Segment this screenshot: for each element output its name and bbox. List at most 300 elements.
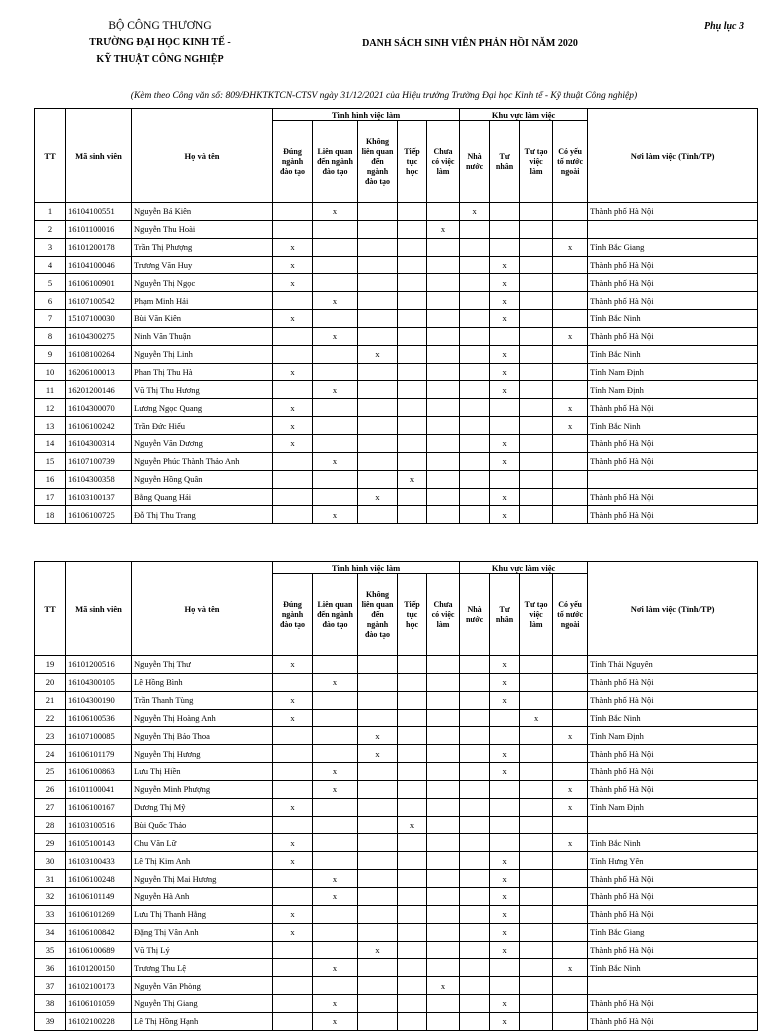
mark-cell <box>553 656 588 674</box>
mark-cell: x <box>398 816 427 834</box>
mark-cell <box>273 780 313 798</box>
mark-cell <box>553 816 588 834</box>
mark-cell: x <box>313 452 358 470</box>
student-id: 16101100016 <box>66 220 132 238</box>
mark-cell: x <box>398 470 427 488</box>
student-id: 16201200146 <box>66 381 132 399</box>
student-name: Lưu Thị Hiền <box>132 763 273 781</box>
row-number: 21 <box>35 691 66 709</box>
mark-cell <box>490 780 520 798</box>
mark-cell <box>427 203 460 221</box>
workplace: Thành phố Hà Nội <box>588 203 758 221</box>
workplace <box>588 977 758 995</box>
row-number: 23 <box>35 727 66 745</box>
col-header-right-field: Đúng ngành đào tạo <box>273 121 313 203</box>
mark-cell <box>427 995 460 1013</box>
table-row <box>35 780 758 798</box>
student-id: 16102100173 <box>66 977 132 995</box>
mark-cell <box>358 452 398 470</box>
mark-cell: x <box>490 274 520 292</box>
mark-cell <box>273 887 313 905</box>
mark-cell <box>490 959 520 977</box>
mark-cell <box>398 417 427 435</box>
mark-cell <box>427 941 460 959</box>
mark-cell: x <box>273 363 313 381</box>
table-row <box>35 417 758 435</box>
mark-cell <box>553 452 588 470</box>
mark-cell <box>398 434 427 452</box>
mark-cell: x <box>358 345 398 363</box>
workplace: Thành phố Hà Nội <box>588 1012 758 1030</box>
mark-cell <box>273 959 313 977</box>
student-id: 16101200178 <box>66 238 132 256</box>
mark-cell: x <box>553 780 588 798</box>
workplace: Thành phố Hà Nội <box>588 905 758 923</box>
mark-cell <box>520 745 553 763</box>
mark-cell <box>313 745 358 763</box>
ministry-name: BỘ CÔNG THƯƠNG <box>108 20 212 32</box>
mark-cell <box>358 977 398 995</box>
mark-cell <box>398 727 427 745</box>
row-number: 10 <box>35 363 66 381</box>
mark-cell <box>313 274 358 292</box>
mark-cell <box>460 816 490 834</box>
mark-cell <box>460 959 490 977</box>
mark-cell <box>427 709 460 727</box>
student-id: 16101200150 <box>66 959 132 977</box>
mark-cell: x <box>490 905 520 923</box>
mark-cell <box>553 506 588 524</box>
student-id: 16106100242 <box>66 417 132 435</box>
mark-cell <box>427 363 460 381</box>
student-name: Ninh Văn Thuận <box>132 327 273 345</box>
mark-cell <box>490 834 520 852</box>
mark-cell <box>520 363 553 381</box>
table-row <box>35 816 758 834</box>
mark-cell <box>520 488 553 506</box>
mark-cell <box>553 673 588 691</box>
mark-cell <box>358 709 398 727</box>
mark-cell <box>553 488 588 506</box>
row-number: 28 <box>35 816 66 834</box>
mark-cell <box>358 292 398 310</box>
student-name: Nguyễn Thu Hoài <box>132 220 273 238</box>
student-id: 16106101059 <box>66 995 132 1013</box>
mark-cell <box>553 292 588 310</box>
mark-cell: x <box>490 656 520 674</box>
workplace: Tỉnh Nam Định <box>588 798 758 816</box>
row-number: 11 <box>35 381 66 399</box>
mark-cell <box>490 798 520 816</box>
workplace: Thành phố Hà Nội <box>588 763 758 781</box>
mark-cell <box>553 345 588 363</box>
row-number: 17 <box>35 488 66 506</box>
mark-cell <box>460 238 490 256</box>
mark-cell <box>358 256 398 274</box>
mark-cell <box>358 780 398 798</box>
mark-cell <box>358 203 398 221</box>
row-number: 3 <box>35 238 66 256</box>
row-number: 27 <box>35 798 66 816</box>
workplace <box>588 470 758 488</box>
table-row <box>35 727 758 745</box>
mark-cell: x <box>490 673 520 691</box>
workplace: Thành phố Hà Nội <box>588 292 758 310</box>
mark-cell: x <box>553 834 588 852</box>
mark-cell <box>427 673 460 691</box>
student-name: Đỗ Thị Thu Trang <box>132 506 273 524</box>
row-number: 15 <box>35 452 66 470</box>
mark-cell <box>358 434 398 452</box>
table-row <box>35 506 758 524</box>
mark-cell <box>553 691 588 709</box>
mark-cell <box>427 238 460 256</box>
mark-cell: x <box>313 763 358 781</box>
row-number: 2 <box>35 220 66 238</box>
col-header-private: Tư nhân <box>490 574 520 656</box>
mark-cell: x <box>490 381 520 399</box>
col-header-state: Nhà nước <box>460 121 490 203</box>
mark-cell <box>460 691 490 709</box>
table-row <box>35 310 758 328</box>
mark-cell <box>520 959 553 977</box>
col-header-tt: TT <box>35 109 66 203</box>
student-id: 16104300070 <box>66 399 132 417</box>
col-header-right-field: Đúng ngành đào tạo <box>273 574 313 656</box>
student-name: Lê Thị Hồng Hạnh <box>132 1012 273 1030</box>
row-number: 37 <box>35 977 66 995</box>
mark-cell: x <box>313 959 358 977</box>
mark-cell <box>520 274 553 292</box>
mark-cell <box>460 763 490 781</box>
row-number: 18 <box>35 506 66 524</box>
mark-cell: x <box>273 274 313 292</box>
student-id: 16206100013 <box>66 363 132 381</box>
col-header-name: Họ và tên <box>132 562 273 656</box>
mark-cell: x <box>273 256 313 274</box>
mark-cell: x <box>490 941 520 959</box>
mark-cell <box>490 816 520 834</box>
mark-cell <box>460 1012 490 1030</box>
mark-cell <box>398 345 427 363</box>
mark-cell <box>273 292 313 310</box>
mark-cell: x <box>273 417 313 435</box>
mark-cell <box>553 220 588 238</box>
header-left <box>60 18 260 68</box>
mark-cell: x <box>460 203 490 221</box>
mark-cell <box>398 709 427 727</box>
student-name: Trần Đức Hiếu <box>132 417 273 435</box>
mark-cell <box>273 470 313 488</box>
mark-cell <box>313 852 358 870</box>
student-name: Dương Thị Mỹ <box>132 798 273 816</box>
mark-cell <box>313 977 358 995</box>
mark-cell <box>460 345 490 363</box>
mark-cell: x <box>490 1012 520 1030</box>
mark-cell: x <box>490 345 520 363</box>
col-header-unemployed: Chưa có việc làm <box>427 121 460 203</box>
mark-cell <box>427 381 460 399</box>
mark-cell <box>398 203 427 221</box>
mark-cell: x <box>427 977 460 995</box>
mark-cell: x <box>313 381 358 399</box>
student-id: 16103100433 <box>66 852 132 870</box>
row-number: 16 <box>35 470 66 488</box>
mark-cell <box>460 745 490 763</box>
mark-cell <box>520 203 553 221</box>
mark-cell <box>358 220 398 238</box>
mark-cell <box>460 310 490 328</box>
workplace: Tỉnh Bắc Giang <box>588 238 758 256</box>
table-row <box>35 470 758 488</box>
mark-cell <box>398 327 427 345</box>
table-row <box>35 763 758 781</box>
student-id: 16106100248 <box>66 870 132 888</box>
mark-cell <box>520 238 553 256</box>
mark-cell <box>358 417 398 435</box>
row-number: 4 <box>35 256 66 274</box>
mark-cell <box>460 870 490 888</box>
workplace: Thành phố Hà Nội <box>588 488 758 506</box>
mark-cell <box>520 887 553 905</box>
mark-cell <box>553 470 588 488</box>
mark-cell <box>358 995 398 1013</box>
student-name: Lương Ngọc Quang <box>132 399 273 417</box>
mark-cell <box>427 399 460 417</box>
table-row <box>35 381 758 399</box>
mark-cell: x <box>490 310 520 328</box>
mark-cell <box>553 995 588 1013</box>
student-id: 16104100046 <box>66 256 132 274</box>
mark-cell <box>460 470 490 488</box>
mark-cell <box>358 399 398 417</box>
mark-cell <box>398 274 427 292</box>
mark-cell <box>520 763 553 781</box>
mark-cell <box>460 417 490 435</box>
row-number: 29 <box>35 834 66 852</box>
mark-cell <box>313 256 358 274</box>
table-row <box>35 852 758 870</box>
mark-cell <box>460 506 490 524</box>
mark-cell <box>520 798 553 816</box>
student-name: Phạm Minh Hải <box>132 292 273 310</box>
mark-cell <box>273 506 313 524</box>
student-name: Nguyễn Minh Phượng <box>132 780 273 798</box>
mark-cell <box>520 417 553 435</box>
mark-cell <box>273 673 313 691</box>
mark-cell <box>490 709 520 727</box>
table-row <box>35 959 758 977</box>
mark-cell <box>358 959 398 977</box>
workplace: Tỉnh Bắc Ninh <box>588 834 758 852</box>
mark-cell <box>553 905 588 923</box>
mark-cell: x <box>313 995 358 1013</box>
mark-cell <box>520 381 553 399</box>
mark-cell <box>460 256 490 274</box>
mark-cell <box>520 452 553 470</box>
mark-cell <box>358 887 398 905</box>
table-row <box>35 905 758 923</box>
student-id: 16106101269 <box>66 905 132 923</box>
workplace: Thành phố Hà Nội <box>588 887 758 905</box>
mark-cell <box>313 417 358 435</box>
mark-cell <box>358 327 398 345</box>
mark-cell <box>460 292 490 310</box>
student-id: 16106100725 <box>66 506 132 524</box>
row-number: 38 <box>35 995 66 1013</box>
mark-cell <box>460 488 490 506</box>
student-name: Trần Thị Phượng <box>132 238 273 256</box>
mark-cell: x <box>490 452 520 470</box>
col-header-student-id: Mã sinh viên <box>66 109 132 203</box>
mark-cell <box>313 691 358 709</box>
mark-cell <box>553 763 588 781</box>
mark-cell <box>460 780 490 798</box>
mark-cell <box>398 780 427 798</box>
row-number: 12 <box>35 399 66 417</box>
mark-cell: x <box>358 488 398 506</box>
mark-cell: x <box>490 506 520 524</box>
mark-cell <box>358 274 398 292</box>
mark-cell: x <box>273 656 313 674</box>
student-name: Nguyễn Thị Hoàng Anh <box>132 709 273 727</box>
col-header-related-field: Liên quan đến ngành đào tạo <box>313 121 358 203</box>
mark-cell: x <box>490 763 520 781</box>
mark-cell <box>553 274 588 292</box>
mark-cell <box>553 434 588 452</box>
student-id: 16107100085 <box>66 727 132 745</box>
student-id: 16106101149 <box>66 887 132 905</box>
mark-cell <box>427 470 460 488</box>
mark-cell <box>313 310 358 328</box>
mark-cell <box>398 834 427 852</box>
row-number: 6 <box>35 292 66 310</box>
col-header-workplace: Nơi làm việc (Tỉnh/TP) <box>588 562 758 656</box>
mark-cell <box>427 905 460 923</box>
workplace: Thành phố Hà Nội <box>588 256 758 274</box>
workplace: Tỉnh Nam Định <box>588 363 758 381</box>
mark-cell: x <box>313 870 358 888</box>
mark-cell <box>427 763 460 781</box>
mark-cell <box>553 363 588 381</box>
student-name: Trương Thu Lệ <box>132 959 273 977</box>
mark-cell: x <box>490 923 520 941</box>
student-id: 16104300190 <box>66 691 132 709</box>
mark-cell <box>398 977 427 995</box>
student-id: 16104300314 <box>66 434 132 452</box>
mark-cell: x <box>490 292 520 310</box>
mark-cell <box>520 327 553 345</box>
mark-cell <box>490 417 520 435</box>
mark-cell <box>553 709 588 727</box>
mark-cell <box>358 470 398 488</box>
mark-cell <box>520 870 553 888</box>
mark-cell <box>398 852 427 870</box>
mark-cell <box>460 923 490 941</box>
mark-cell <box>427 506 460 524</box>
mark-cell <box>273 995 313 1013</box>
mark-cell <box>520 816 553 834</box>
mark-cell <box>460 363 490 381</box>
student-name: Lê Hồng Bình <box>132 673 273 691</box>
mark-cell <box>358 381 398 399</box>
workplace: Tỉnh Thái Nguyên <box>588 656 758 674</box>
workplace: Thành phố Hà Nội <box>588 506 758 524</box>
student-id: 16107100542 <box>66 292 132 310</box>
mark-cell: x <box>273 923 313 941</box>
mark-cell <box>553 256 588 274</box>
mark-cell <box>427 959 460 977</box>
mark-cell: x <box>553 417 588 435</box>
table-row <box>35 798 758 816</box>
table-row <box>35 488 758 506</box>
mark-cell <box>553 203 588 221</box>
mark-cell: x <box>553 959 588 977</box>
mark-cell <box>398 363 427 381</box>
mark-cell <box>490 238 520 256</box>
student-name: Nguyễn Thị Giang <box>132 995 273 1013</box>
row-number: 13 <box>35 417 66 435</box>
mark-cell <box>358 363 398 381</box>
mark-cell <box>358 656 398 674</box>
student-id: 16105100143 <box>66 834 132 852</box>
mark-cell <box>460 995 490 1013</box>
row-number: 33 <box>35 905 66 923</box>
student-name: Bùi Văn Kiên <box>132 310 273 328</box>
mark-cell <box>398 745 427 763</box>
mark-cell <box>460 727 490 745</box>
mark-cell: x <box>273 434 313 452</box>
row-number: 31 <box>35 870 66 888</box>
mark-cell <box>313 488 358 506</box>
workplace: Tỉnh Bắc Ninh <box>588 417 758 435</box>
workplace: Tỉnh Bắc Ninh <box>588 345 758 363</box>
mark-cell: x <box>490 745 520 763</box>
student-name: Nguyễn Hồng Quân <box>132 470 273 488</box>
mark-cell <box>358 673 398 691</box>
mark-cell <box>358 816 398 834</box>
workplace: Thành phố Hà Nội <box>588 941 758 959</box>
student-name: Nguyễn Văn Phòng <box>132 977 273 995</box>
mark-cell: x <box>313 780 358 798</box>
mark-cell: x <box>313 1012 358 1030</box>
mark-cell <box>398 691 427 709</box>
table-row <box>35 327 758 345</box>
student-table-1 <box>34 108 758 524</box>
mark-cell <box>427 816 460 834</box>
student-name: Nguyễn Thị Bảo Thoa <box>132 727 273 745</box>
col-group-sector: Khu vực làm việc <box>460 562 588 574</box>
mark-cell: x <box>358 745 398 763</box>
mark-cell <box>427 345 460 363</box>
col-header-self-employed: Tư tạo việc làm <box>520 121 553 203</box>
mark-cell: x <box>313 327 358 345</box>
mark-cell <box>398 959 427 977</box>
row-number: 26 <box>35 780 66 798</box>
row-number: 34 <box>35 923 66 941</box>
mark-cell <box>398 220 427 238</box>
workplace: Tỉnh Bắc Giang <box>588 923 758 941</box>
col-header-unemployed: Chưa có việc làm <box>427 574 460 656</box>
workplace: Thành phố Hà Nội <box>588 434 758 452</box>
mark-cell: x <box>273 834 313 852</box>
mark-cell <box>520 310 553 328</box>
col-header-unrelated-field: Không liên quan đến ngành đào tạo <box>358 574 398 656</box>
mark-cell <box>313 709 358 727</box>
row-number: 24 <box>35 745 66 763</box>
student-name: Bùi Quốc Thảo <box>132 816 273 834</box>
mark-cell <box>273 488 313 506</box>
